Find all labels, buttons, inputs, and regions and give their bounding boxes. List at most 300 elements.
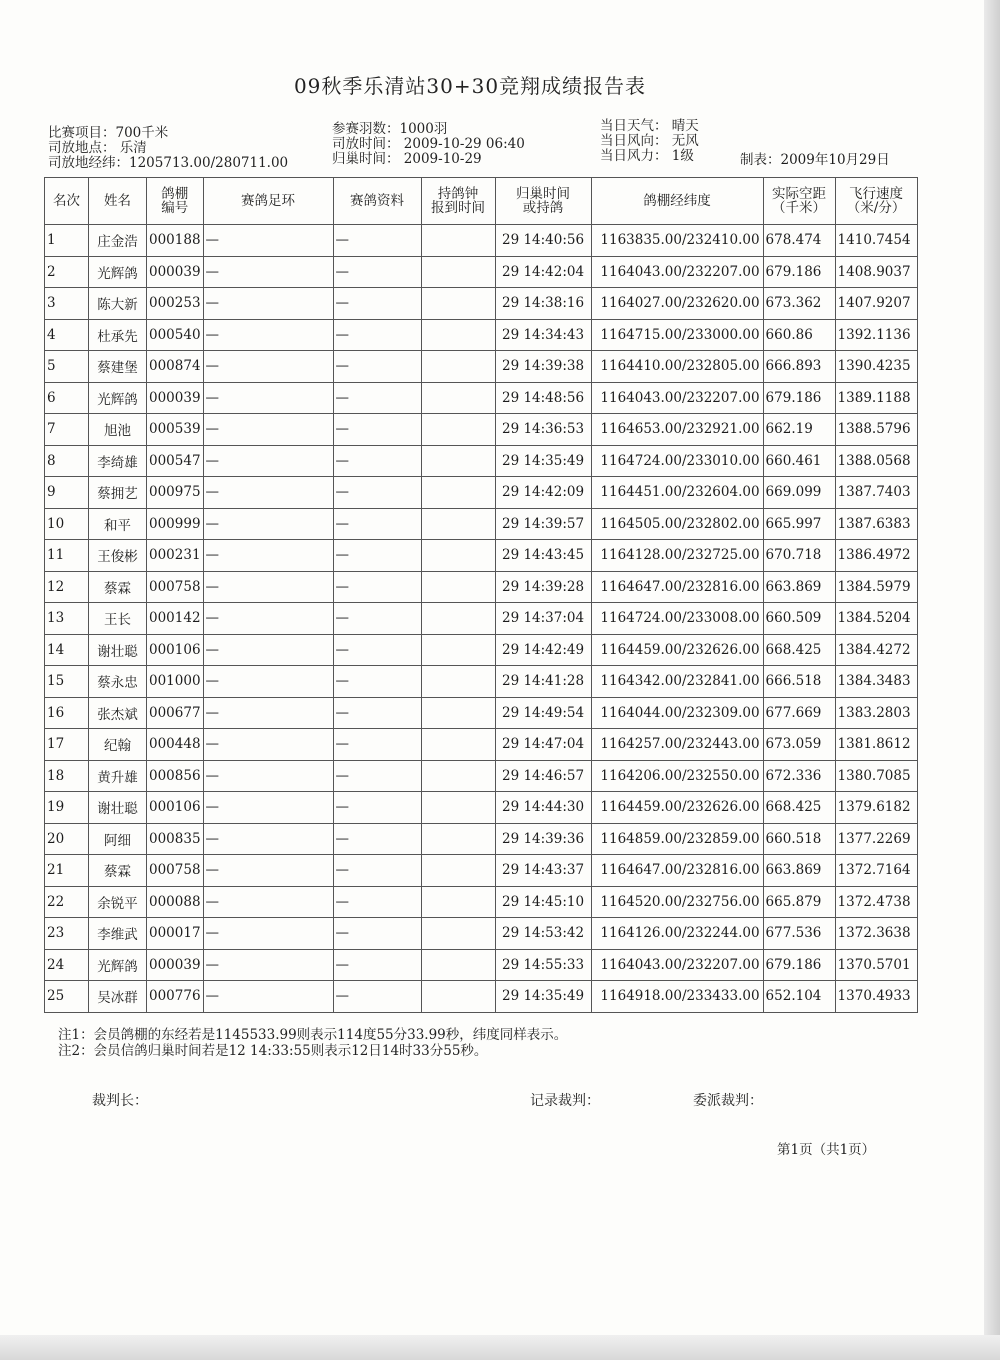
cell-loft: 000253 <box>147 288 204 320</box>
cell-coords: 1164410.00/232805.00 <box>591 351 763 383</box>
cell-ring: — <box>203 949 333 981</box>
cell-coords: 1164044.00/232309.00 <box>591 697 763 729</box>
cell-distance: 672.336 <box>763 760 835 792</box>
cell-info: — <box>333 414 421 446</box>
table-row <box>45 603 918 635</box>
scan-bottom-shadow <box>0 1335 1000 1360</box>
table-row <box>45 508 918 540</box>
cell-loft: 000106 <box>147 792 204 824</box>
results-table <box>44 177 918 1013</box>
cell-arrival: 29 14:35:49 <box>495 981 591 1013</box>
cell-name: 谢壮聪 <box>89 634 147 666</box>
cell-info: — <box>333 571 421 603</box>
cell-speed: 1377.2269 <box>835 823 917 855</box>
cell-speed: 1370.5701 <box>835 949 917 981</box>
meta-entries: 参赛羽数：1000羽 <box>332 121 448 137</box>
cell-distance: 665.879 <box>763 886 835 918</box>
cell-loft: 000758 <box>147 571 204 603</box>
table-row <box>45 382 918 414</box>
cell-coords: 1164128.00/232725.00 <box>591 540 763 572</box>
column-header: 飞行速度 （米/分） <box>835 178 917 225</box>
cell-distance: 673.362 <box>763 288 835 320</box>
cell-arrival: 29 14:40:56 <box>495 225 591 257</box>
cell-name: 张杰斌 <box>89 697 147 729</box>
cell-distance: 662.19 <box>763 414 835 446</box>
cell-name: 纪翰 <box>89 729 147 761</box>
cell-distance: 663.869 <box>763 571 835 603</box>
cell-clock <box>421 634 495 666</box>
cell-speed: 1384.5204 <box>835 603 917 635</box>
cell-distance: 669.099 <box>763 477 835 509</box>
column-header: 赛鸽足环 <box>203 178 333 225</box>
cell-clock <box>421 949 495 981</box>
cell-clock <box>421 445 495 477</box>
cell-speed: 1387.7403 <box>835 477 917 509</box>
table-row <box>45 981 918 1013</box>
cell-arrival: 29 14:39:57 <box>495 508 591 540</box>
cell-distance: 660.509 <box>763 603 835 635</box>
cell-loft: 000039 <box>147 382 204 414</box>
cell-clock <box>421 855 495 887</box>
meta-left <box>48 126 288 171</box>
cell-loft: 000758 <box>147 855 204 887</box>
cell-rank: 5 <box>45 351 89 383</box>
cell-distance: 678.474 <box>763 225 835 257</box>
cell-speed: 1384.4272 <box>835 634 917 666</box>
cell-info: — <box>333 949 421 981</box>
cell-distance: 679.186 <box>763 382 835 414</box>
table-row <box>45 414 918 446</box>
cell-info: — <box>333 697 421 729</box>
meta-event: 比赛项目：700千米 <box>48 125 169 141</box>
column-header: 鸽棚经纬度 <box>591 178 763 225</box>
cell-rank: 17 <box>45 729 89 761</box>
cell-speed: 1392.1136 <box>835 319 917 351</box>
cell-speed: 1380.7085 <box>835 760 917 792</box>
cell-coords: 1164724.00/233008.00 <box>591 603 763 635</box>
cell-arrival: 29 14:46:57 <box>495 760 591 792</box>
table-row <box>45 949 918 981</box>
cell-coords: 1164724.00/233010.00 <box>591 445 763 477</box>
meta-right <box>600 119 699 164</box>
cell-name: 杜承先 <box>89 319 147 351</box>
cell-distance: 663.869 <box>763 855 835 887</box>
table-row <box>45 351 918 383</box>
cell-rank: 10 <box>45 508 89 540</box>
cell-distance: 679.186 <box>763 256 835 288</box>
table-row <box>45 666 918 698</box>
cell-coords: 1164859.00/232859.00 <box>591 823 763 855</box>
cell-ring: — <box>203 666 333 698</box>
appointed-judge-label: 委派裁判： <box>693 1093 763 1109</box>
cell-name: 光辉鸽 <box>89 382 147 414</box>
cell-loft: 000188 <box>147 225 204 257</box>
cell-distance: 673.059 <box>763 729 835 761</box>
cell-name: 谢壮聪 <box>89 792 147 824</box>
cell-coords: 1164342.00/232841.00 <box>591 666 763 698</box>
table-row <box>45 540 918 572</box>
column-header: 持鸽钟 报到时间 <box>421 178 495 225</box>
cell-arrival: 29 14:43:45 <box>495 540 591 572</box>
cell-info: — <box>333 886 421 918</box>
cell-name: 蔡建堡 <box>89 351 147 383</box>
column-header: 姓名 <box>89 178 147 225</box>
cell-info: — <box>333 382 421 414</box>
cell-rank: 23 <box>45 918 89 950</box>
table-row <box>45 571 918 603</box>
table-row <box>45 256 918 288</box>
cell-rank: 25 <box>45 981 89 1013</box>
cell-distance: 666.518 <box>763 666 835 698</box>
cell-clock <box>421 792 495 824</box>
cell-rank: 2 <box>45 256 89 288</box>
cell-loft: 000540 <box>147 319 204 351</box>
cell-distance: 660.461 <box>763 445 835 477</box>
cell-speed: 1379.6182 <box>835 792 917 824</box>
cell-loft: 000975 <box>147 477 204 509</box>
cell-arrival: 29 14:47:04 <box>495 729 591 761</box>
cell-clock <box>421 508 495 540</box>
cell-rank: 11 <box>45 540 89 572</box>
cell-rank: 19 <box>45 792 89 824</box>
cell-arrival: 29 14:43:37 <box>495 855 591 887</box>
cell-coords: 1164043.00/232207.00 <box>591 256 763 288</box>
note-1: 注1：会员鸽棚的东经若是1145533.99则表示114度55分33.99秒，纬度同样表示。 <box>58 1027 568 1043</box>
scan-edge-shadow <box>984 0 1000 1360</box>
chief-judge-label: 裁判长： <box>92 1093 148 1109</box>
cell-name: 和平 <box>89 508 147 540</box>
cell-rank: 16 <box>45 697 89 729</box>
cell-distance: 670.718 <box>763 540 835 572</box>
meta-release-coords: 司放地经纬：1205713.00/280711.00 <box>48 155 289 171</box>
table-row <box>45 792 918 824</box>
cell-loft: 000106 <box>147 634 204 666</box>
cell-speed: 1383.2803 <box>835 697 917 729</box>
cell-arrival: 29 14:45:10 <box>495 886 591 918</box>
cell-clock <box>421 760 495 792</box>
cell-rank: 9 <box>45 477 89 509</box>
cell-distance: 677.669 <box>763 697 835 729</box>
cell-ring: — <box>203 319 333 351</box>
note-2: 注2：会员信鸽归巢时间若是12 14:33:55则表示12日14时33分55秒。 <box>58 1043 488 1059</box>
cell-rank: 4 <box>45 319 89 351</box>
cell-clock <box>421 225 495 257</box>
cell-speed: 1389.1188 <box>835 382 917 414</box>
cell-loft: 000539 <box>147 414 204 446</box>
cell-speed: 1384.5979 <box>835 571 917 603</box>
cell-info: — <box>333 760 421 792</box>
table-row <box>45 445 918 477</box>
cell-ring: — <box>203 382 333 414</box>
table-row <box>45 729 918 761</box>
cell-rank: 13 <box>45 603 89 635</box>
cell-ring: — <box>203 760 333 792</box>
cell-ring: — <box>203 603 333 635</box>
cell-info: — <box>333 666 421 698</box>
cell-clock <box>421 319 495 351</box>
cell-loft: 000776 <box>147 981 204 1013</box>
cell-ring: — <box>203 540 333 572</box>
cell-loft: 000547 <box>147 445 204 477</box>
cell-loft: 000142 <box>147 603 204 635</box>
cell-loft: 000039 <box>147 256 204 288</box>
cell-speed: 1386.4972 <box>835 540 917 572</box>
cell-distance: 677.536 <box>763 918 835 950</box>
cell-clock <box>421 666 495 698</box>
cell-speed: 1381.8612 <box>835 729 917 761</box>
cell-distance: 679.186 <box>763 949 835 981</box>
cell-info: — <box>333 792 421 824</box>
cell-name: 黄升雄 <box>89 760 147 792</box>
cell-name: 李绮雄 <box>89 445 147 477</box>
cell-info: — <box>333 855 421 887</box>
cell-name: 吴冰群 <box>89 981 147 1013</box>
cell-coords: 1164451.00/232604.00 <box>591 477 763 509</box>
column-header: 实际空距 （千米） <box>763 178 835 225</box>
cell-coords: 1164043.00/232207.00 <box>591 382 763 414</box>
cell-coords: 1164918.00/233433.00 <box>591 981 763 1013</box>
cell-clock <box>421 414 495 446</box>
cell-ring: — <box>203 855 333 887</box>
cell-loft: 001000 <box>147 666 204 698</box>
cell-ring: — <box>203 351 333 383</box>
cell-info: — <box>333 729 421 761</box>
cell-distance: 660.86 <box>763 319 835 351</box>
cell-loft: 000999 <box>147 508 204 540</box>
cell-name: 阿细 <box>89 823 147 855</box>
cell-speed: 1372.7164 <box>835 855 917 887</box>
cell-name: 蔡拥艺 <box>89 477 147 509</box>
column-header: 归巢时间 或持鸽 <box>495 178 591 225</box>
cell-arrival: 29 14:39:28 <box>495 571 591 603</box>
cell-name: 旭池 <box>89 414 147 446</box>
cell-name: 王长 <box>89 603 147 635</box>
cell-name: 庄金浩 <box>89 225 147 257</box>
cell-name: 王俊彬 <box>89 540 147 572</box>
cell-loft: 000856 <box>147 760 204 792</box>
table-row <box>45 823 918 855</box>
cell-arrival: 29 14:42:04 <box>495 256 591 288</box>
cell-loft: 000448 <box>147 729 204 761</box>
cell-coords: 1164505.00/232802.00 <box>591 508 763 540</box>
cell-loft: 000231 <box>147 540 204 572</box>
cell-clock <box>421 382 495 414</box>
cell-arrival: 29 14:37:04 <box>495 603 591 635</box>
cell-speed: 1372.3638 <box>835 918 917 950</box>
cell-speed: 1390.4235 <box>835 351 917 383</box>
cell-arrival: 29 14:39:38 <box>495 351 591 383</box>
cell-info: — <box>333 351 421 383</box>
meta-release-time: 司放时间： 2009-10-29 06:40 <box>332 136 525 152</box>
table-row <box>45 319 918 351</box>
cell-rank: 14 <box>45 634 89 666</box>
record-judge-label: 记录裁判： <box>530 1093 600 1109</box>
cell-name: 光辉鸽 <box>89 256 147 288</box>
cell-rank: 8 <box>45 445 89 477</box>
cell-info: — <box>333 477 421 509</box>
cell-distance: 660.518 <box>763 823 835 855</box>
cell-coords: 1164520.00/232756.00 <box>591 886 763 918</box>
meta-mid <box>332 122 525 167</box>
cell-coords: 1164647.00/232816.00 <box>591 855 763 887</box>
cell-ring: — <box>203 225 333 257</box>
cell-rank: 3 <box>45 288 89 320</box>
cell-arrival: 29 14:55:33 <box>495 949 591 981</box>
cell-arrival: 29 14:38:16 <box>495 288 591 320</box>
cell-clock <box>421 918 495 950</box>
meta-wind-force: 当日风力： 1级 <box>600 148 694 164</box>
table-row <box>45 760 918 792</box>
cell-coords: 1164647.00/232816.00 <box>591 571 763 603</box>
cell-clock <box>421 351 495 383</box>
cell-info: — <box>333 918 421 950</box>
column-header: 赛鸽资料 <box>333 178 421 225</box>
cell-loft: 000088 <box>147 886 204 918</box>
cell-arrival: 29 14:42:49 <box>495 634 591 666</box>
cell-coords: 1164459.00/232626.00 <box>591 634 763 666</box>
cell-ring: — <box>203 414 333 446</box>
cell-coords: 1164043.00/232207.00 <box>591 949 763 981</box>
cell-distance: 652.104 <box>763 981 835 1013</box>
cell-ring: — <box>203 981 333 1013</box>
cell-info: — <box>333 508 421 540</box>
cell-speed: 1388.5796 <box>835 414 917 446</box>
cell-distance: 665.997 <box>763 508 835 540</box>
meta-made-by: 制表：2009年10月29日 <box>740 152 890 168</box>
cell-clock <box>421 981 495 1013</box>
cell-rank: 15 <box>45 666 89 698</box>
cell-ring: — <box>203 477 333 509</box>
table-row <box>45 288 918 320</box>
cell-clock <box>421 697 495 729</box>
cell-rank: 6 <box>45 382 89 414</box>
report-title: 09秋季乐清站30+30竞翔成绩报告表 <box>293 74 647 98</box>
cell-ring: — <box>203 445 333 477</box>
cell-name: 蔡霖 <box>89 855 147 887</box>
cell-ring: — <box>203 823 333 855</box>
cell-speed: 1408.9037 <box>835 256 917 288</box>
cell-ring: — <box>203 508 333 540</box>
cell-clock <box>421 256 495 288</box>
cell-rank: 21 <box>45 855 89 887</box>
cell-ring: — <box>203 288 333 320</box>
cell-arrival: 29 14:44:30 <box>495 792 591 824</box>
cell-arrival: 29 14:41:28 <box>495 666 591 698</box>
cell-name: 光辉鸽 <box>89 949 147 981</box>
column-header: 名次 <box>45 178 89 225</box>
cell-distance: 668.425 <box>763 792 835 824</box>
cell-rank: 24 <box>45 949 89 981</box>
cell-speed: 1384.3483 <box>835 666 917 698</box>
cell-arrival: 29 14:36:53 <box>495 414 591 446</box>
cell-arrival: 29 14:42:09 <box>495 477 591 509</box>
cell-rank: 7 <box>45 414 89 446</box>
cell-info: — <box>333 634 421 666</box>
cell-arrival: 29 14:48:56 <box>495 382 591 414</box>
cell-coords: 1163835.00/232410.00 <box>591 225 763 257</box>
column-header: 鸽棚 编号 <box>147 178 204 225</box>
cell-ring: — <box>203 697 333 729</box>
cell-loft: 000039 <box>147 949 204 981</box>
cell-arrival: 29 14:39:36 <box>495 823 591 855</box>
cell-rank: 1 <box>45 225 89 257</box>
cell-speed: 1410.7454 <box>835 225 917 257</box>
cell-clock <box>421 729 495 761</box>
page-number: 第1页（共1页） <box>777 1142 876 1158</box>
cell-clock <box>421 823 495 855</box>
cell-info: — <box>333 981 421 1013</box>
table-row <box>45 886 918 918</box>
table-row <box>45 855 918 887</box>
cell-clock <box>421 886 495 918</box>
cell-info: — <box>333 319 421 351</box>
cell-info: — <box>333 256 421 288</box>
table-row <box>45 477 918 509</box>
cell-name: 蔡霖 <box>89 571 147 603</box>
cell-name: 余锐平 <box>89 886 147 918</box>
cell-arrival: 29 14:35:49 <box>495 445 591 477</box>
cell-arrival: 29 14:34:43 <box>495 319 591 351</box>
cell-loft: 000677 <box>147 697 204 729</box>
cell-info: — <box>333 603 421 635</box>
cell-distance: 668.425 <box>763 634 835 666</box>
cell-speed: 1372.4738 <box>835 886 917 918</box>
table-row <box>45 918 918 950</box>
cell-coords: 1164027.00/232620.00 <box>591 288 763 320</box>
cell-name: 李维武 <box>89 918 147 950</box>
cell-arrival: 29 14:49:54 <box>495 697 591 729</box>
meta-release-place: 司放地点： 乐清 <box>48 140 147 156</box>
cell-rank: 18 <box>45 760 89 792</box>
cell-coords: 1164459.00/232626.00 <box>591 792 763 824</box>
cell-coords: 1164257.00/232443.00 <box>591 729 763 761</box>
table-row <box>45 225 918 257</box>
cell-ring: — <box>203 256 333 288</box>
cell-speed: 1388.0568 <box>835 445 917 477</box>
cell-rank: 20 <box>45 823 89 855</box>
meta-weather: 当日天气： 晴天 <box>600 118 699 134</box>
cell-clock <box>421 288 495 320</box>
cell-arrival: 29 14:53:42 <box>495 918 591 950</box>
table-row <box>45 697 918 729</box>
cell-coords: 1164126.00/232244.00 <box>591 918 763 950</box>
cell-clock <box>421 571 495 603</box>
cell-ring: — <box>203 918 333 950</box>
cell-name: 陈大新 <box>89 288 147 320</box>
cell-info: — <box>333 540 421 572</box>
table-row <box>45 634 918 666</box>
cell-loft: 000874 <box>147 351 204 383</box>
cell-distance: 666.893 <box>763 351 835 383</box>
cell-ring: — <box>203 886 333 918</box>
cell-info: — <box>333 288 421 320</box>
cell-loft: 000835 <box>147 823 204 855</box>
cell-coords: 1164206.00/232550.00 <box>591 760 763 792</box>
cell-speed: 1407.9207 <box>835 288 917 320</box>
cell-clock <box>421 603 495 635</box>
cell-rank: 22 <box>45 886 89 918</box>
table-header-row <box>45 178 918 225</box>
cell-speed: 1370.4933 <box>835 981 917 1013</box>
cell-ring: — <box>203 571 333 603</box>
cell-loft: 000017 <box>147 918 204 950</box>
cell-ring: — <box>203 729 333 761</box>
cell-coords: 1164715.00/233000.00 <box>591 319 763 351</box>
cell-speed: 1387.6383 <box>835 508 917 540</box>
meta-return-time: 归巢时间： 2009-10-29 <box>332 151 482 167</box>
cell-coords: 1164653.00/232921.00 <box>591 414 763 446</box>
notes <box>58 1027 567 1059</box>
